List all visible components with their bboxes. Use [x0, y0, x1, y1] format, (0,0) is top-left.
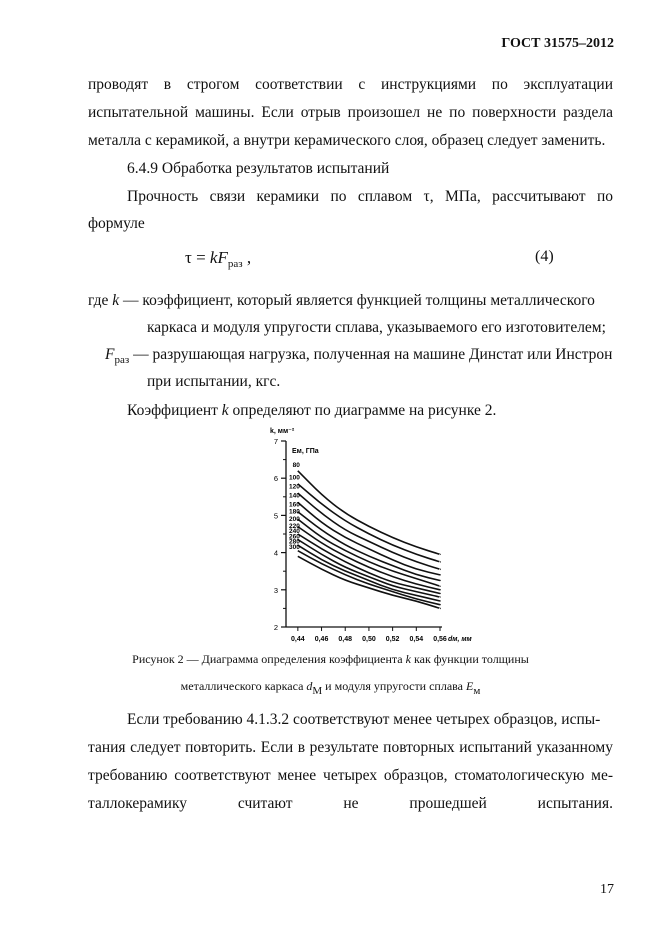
paragraph-line: тания следует повторить. Если в результате повторных испытаний указанному [88, 739, 613, 756]
series-label: 200 [288, 515, 300, 523]
paragraph-line: требованию соответствуют менее четырех образцов, стоматологическую ме- [88, 767, 613, 784]
series-label: 100 [288, 474, 300, 482]
coefficient-line: Коэффициент k определяют по диаграмме на рисунке 2. [127, 402, 497, 419]
page-number: 17 [600, 882, 614, 897]
section-title: 6.4.9 Обработка результатов испытаний [127, 160, 390, 177]
series-label: 260 [288, 533, 300, 541]
x-tick-label: 0,46 [314, 636, 329, 643]
series-label: 80 [292, 461, 300, 469]
definition-f-cont: при испытании, кгс. [147, 373, 281, 390]
chart [0, 425, 661, 645]
series-label: 220 [288, 522, 300, 530]
series-label: 240 [288, 528, 300, 536]
y-tick-label: 4 [273, 548, 278, 558]
y-tick-label: 3 [273, 585, 278, 595]
paragraph-line: проводят в строгом соответствии с инструкциями по эксплуатации [88, 76, 613, 93]
y-tick-label: 5 [273, 511, 278, 521]
series-line-300 [298, 556, 440, 608]
series-line-140 [298, 502, 440, 575]
series-label: 180 [288, 508, 300, 516]
series-label: 300 [288, 544, 300, 552]
x-tick-label: 0,50 [362, 636, 376, 643]
series-label: 280 [288, 538, 300, 546]
x-axis-title: dм, мм [448, 636, 472, 643]
paragraph-line: испытательной машины. Если отрыв произошел не по поверхности раздела [88, 104, 613, 121]
legend-title: Eм, ГПа [292, 448, 319, 455]
x-tick-label: 0,48 [338, 636, 353, 643]
series-label: 140 [288, 492, 300, 500]
x-tick-label: 0,54 [409, 636, 424, 643]
y-tick-label: 6 [273, 474, 278, 484]
definition-f: $F_{раз}$ — разрушающая нагрузка, полученная на машине Динстат или Инстрон [105, 346, 613, 366]
x-tick-label: 0,56 [433, 636, 447, 643]
formula-number: (4) [535, 248, 554, 265]
x-tick-label: 0,52 [385, 636, 400, 643]
paragraph-line: Прочность связи керамики по сплавом τ, МПа, рассчитывают по [127, 188, 613, 205]
x-tick-label: 0,44 [291, 636, 305, 643]
series-label: 120 [288, 483, 300, 491]
definition-k-cont: каркаса и модуля упругости сплава, указываемого его изготовителем; [147, 319, 606, 336]
y-tick-label: 2 [273, 623, 278, 632]
paragraph-line: металла с керамикой, а внутри керамического слоя, образец следует заменить. [88, 132, 606, 149]
y-axis-title: k, мм⁻² [270, 428, 295, 435]
y-tick-label: 7 [273, 437, 278, 446]
series-line-100 [298, 484, 440, 562]
figure-caption-line1: Рисунок 2 — Диаграмма определения коэффициента k как функции толщины [132, 652, 529, 666]
paragraph-line: Если требованию 4.1.3.2 соответствуют менее четырех образцов, испы- [127, 711, 601, 728]
figure-caption-line2: металлического каркаса dМ и модуля упругости сплава Eм [180, 679, 481, 697]
document-header: ГОСТ 31575–2012 [501, 36, 614, 51]
series-label: 160 [288, 501, 300, 509]
definition-k: где k — коэффициент, который является функцией толщины металлического [88, 292, 595, 309]
paragraph-line: таллокерамику считают не прошедшей испытания. [88, 795, 613, 812]
formula: $\tau = kF_{раз}$ , [185, 248, 252, 270]
paragraph-line: формуле [88, 215, 145, 232]
